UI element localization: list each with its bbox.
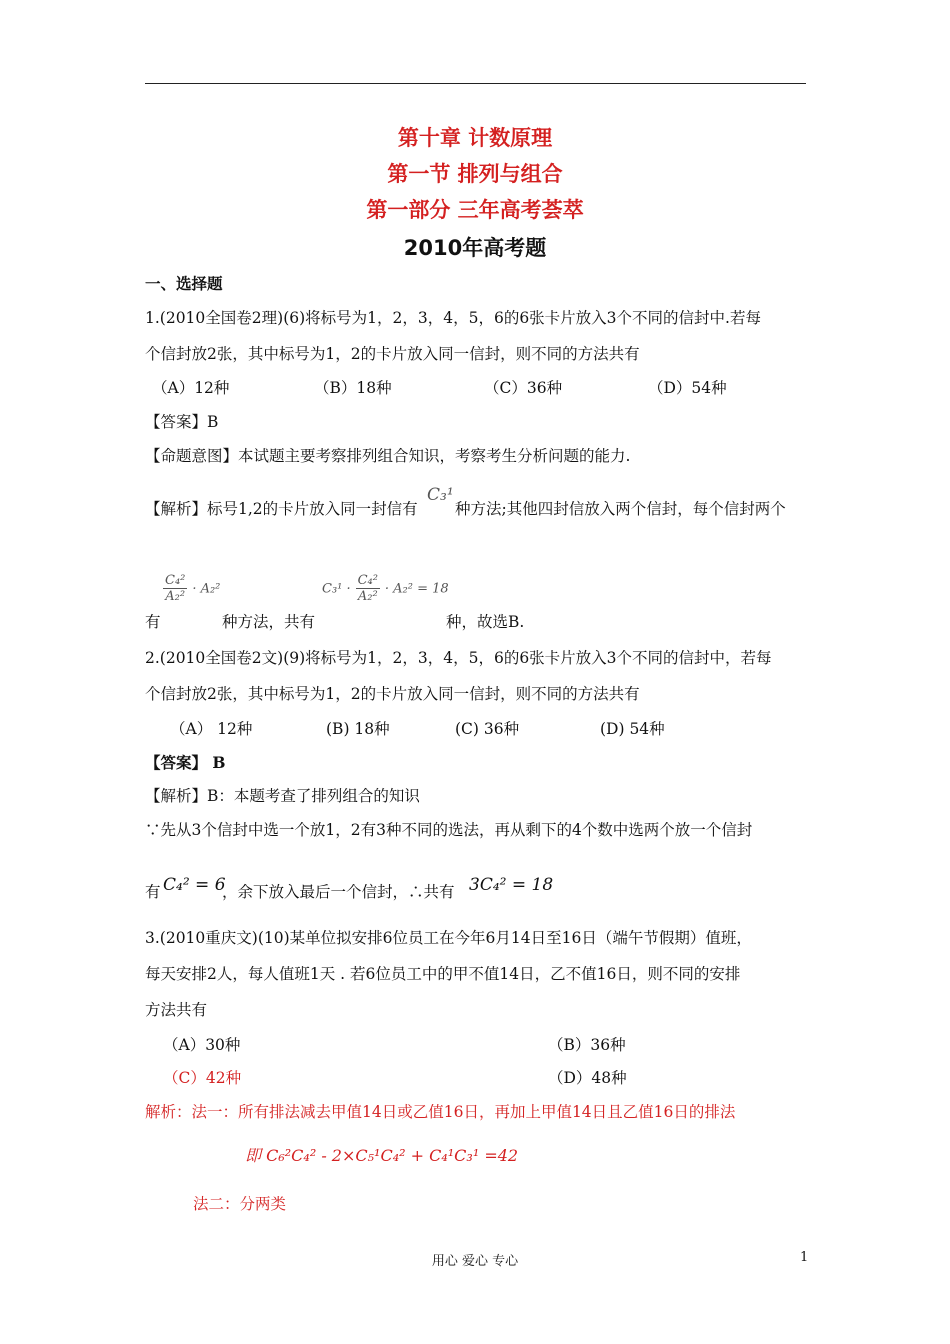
q3-method2: 法二：分两类 [193, 1195, 287, 1213]
q3-line2: 每天安排2人，每人值班1天 . 若6位员工中的甲不值14日，乙不值16日，则不同的安排 [145, 965, 741, 983]
q1-total-head: C₃¹ · [322, 581, 351, 597]
q1-line2: 个信封放2张，其中标号为1，2的卡片放入同一信封，则不同的方法共有 [145, 345, 640, 363]
q3-line1: 3.(2010重庆文)(10)某单位拟安排6位员工在今年6月14日至16日（端午节假期）值班， [145, 929, 752, 947]
q1-fraction-den: A₂² [165, 589, 186, 604]
q1-intent: 【命题意图】本试题主要考察排列组合知识，考察考生分析问题的能力. [145, 447, 631, 465]
q1-formula-c31: C₃¹ [427, 485, 454, 505]
q2-answer: 【答案】 B [145, 753, 226, 772]
q1-analysis2-c: 种，故选B. [446, 613, 525, 631]
q1-total-num: C₄² [357, 573, 378, 588]
q2-line2: 个信封放2张，其中标号为1，2的卡片放入同一信封，则不同的方法共有 [145, 685, 640, 703]
q1-formula-fraction [163, 573, 220, 604]
q1-analysis2-b: 种方法，共有 [222, 613, 316, 631]
year-title: 2010年高考题 [403, 236, 547, 260]
q3-formula: 即 C₆²C₄² - 2×C₅¹C₄² + C₄¹C₃¹ =42 [245, 1146, 519, 1165]
q2-line4-a: 有 [145, 883, 161, 901]
q1-line1: 1.(2010全国卷2理)(6)将标号为1，2，3，4，5，6的6张卡片放入3个不同的信封中.若每 [145, 309, 761, 327]
q2-line4-b: ，余下放入最后一个信封，∴共有 [222, 883, 455, 901]
q2-analysis: 【解析】B：本题考查了排列组合的知识 [145, 787, 420, 805]
q3-option-b: （B）36种 [548, 1036, 626, 1054]
q3-option-c: （C）42种 [163, 1069, 242, 1087]
q1-analysis-a: 【解析】标号1,2的卡片放入同一封信有 [145, 500, 418, 518]
q2-option-d: (D) 54种 [600, 720, 665, 738]
q1-analysis-b: 种方法;其他四封信放入两个信封，每个信封两个 [455, 500, 786, 518]
q1-formula-total [322, 573, 449, 604]
q2-formula-1: C₄² = 6 [163, 875, 226, 895]
page-number: 1 [800, 1250, 809, 1265]
chapter-title: 第十章 计数原理 [397, 126, 553, 150]
section-header: 一、选择题 [145, 275, 223, 293]
q1-analysis2-a: 有 [145, 613, 161, 631]
q2-formula-2: 3C₄² = 18 [469, 875, 554, 895]
section-title: 第一节 排列与组合 [387, 162, 563, 186]
q1-total-den: A₂² [357, 589, 378, 604]
q1-option-c: （C）36种 [484, 379, 563, 397]
q3-line3: 方法共有 [145, 1001, 208, 1019]
q1-total-tail: · A₂² = 18 [384, 581, 449, 597]
q2-line1: 2.(2010全国卷2文)(9)将标号为1，2，3，4，5，6的6张卡片放入3个不同的信封中，若每 [145, 649, 772, 667]
q3-analysis: 解析：法一：所有排法减去甲值14日或乙值16日，再加上甲值14日且乙值16日的排法 [145, 1103, 736, 1121]
q3-option-d: （D）48种 [548, 1069, 627, 1087]
q2-option-a: （A） 12种 [170, 720, 253, 738]
q1-option-d: （D）54种 [648, 379, 727, 397]
header-rule [145, 83, 806, 84]
q3-option-a: （A）30种 [163, 1036, 241, 1054]
q2-option-c: (C) 36种 [455, 720, 520, 738]
q1-fraction-tail: · A₂² [192, 581, 221, 597]
q1-answer: 【答案】B [145, 413, 219, 431]
q2-line3: ∵先从3个信封中选一个放1，2有3种不同的选法，再从剩下的4个数中选两个放一个信封 [145, 821, 753, 839]
q2-option-b: (B) 18种 [326, 720, 390, 738]
q1-option-b: （B）18种 [314, 379, 392, 397]
q1-fraction-num: C₄² [165, 573, 186, 588]
q1-option-a: （A）12种 [152, 379, 230, 397]
part-title: 第一部分 三年高考荟萃 [366, 198, 584, 222]
page-footer: 用心 爱心 专心 [431, 1254, 519, 1269]
